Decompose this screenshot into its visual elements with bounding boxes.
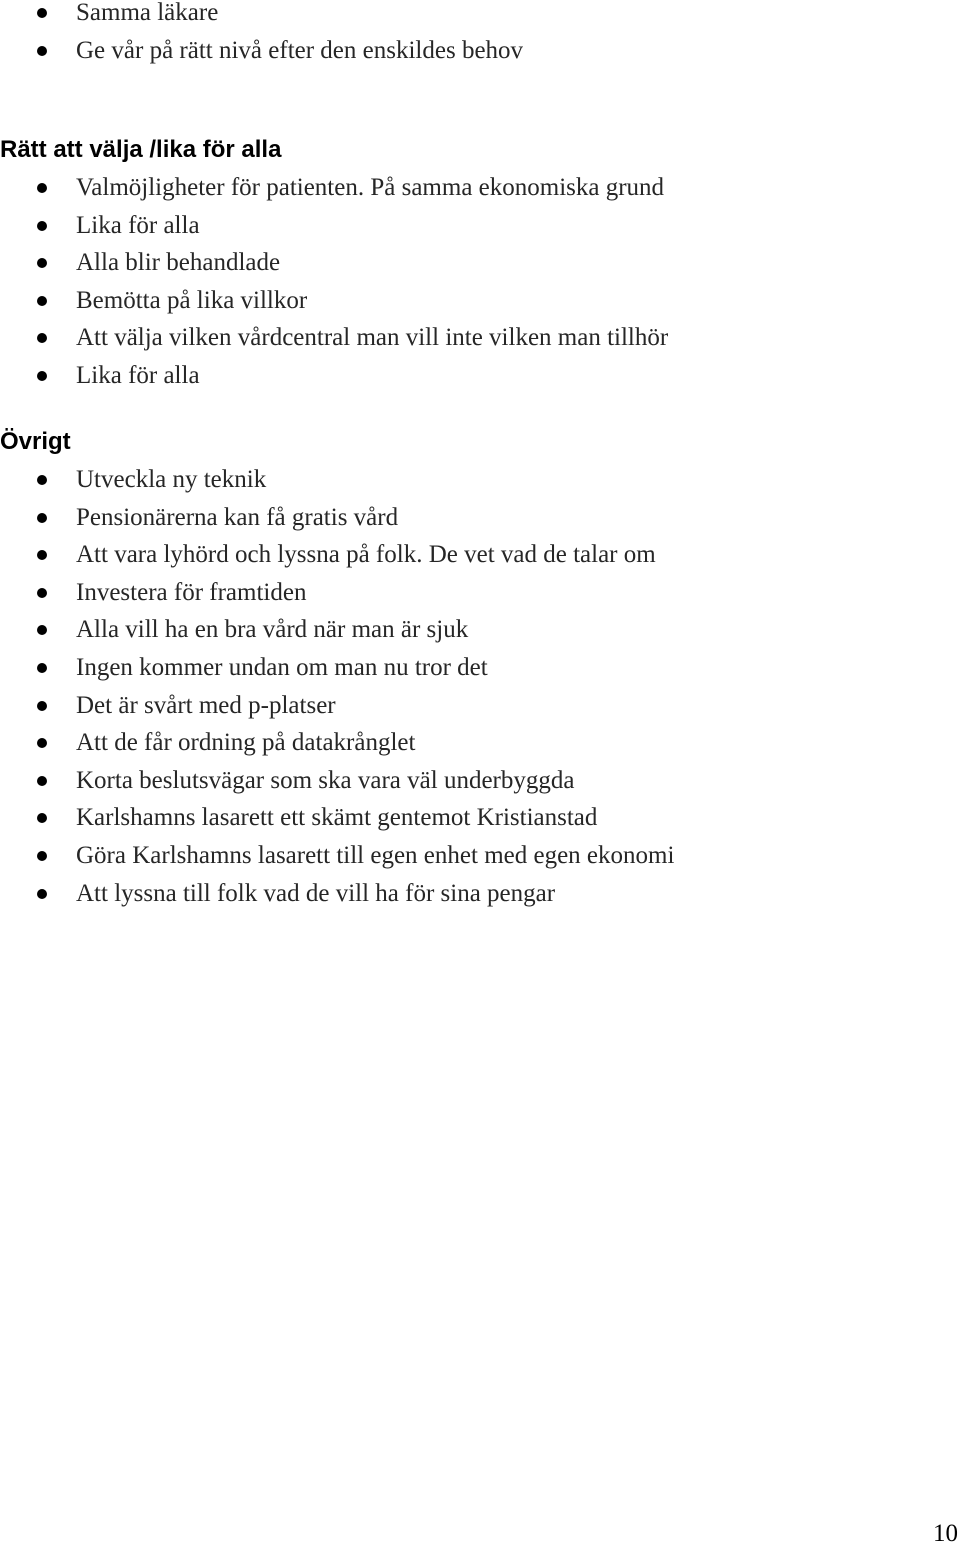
bullet-list-needs xyxy=(0,0,940,69)
bullet-icon xyxy=(37,513,47,523)
bullet-icon xyxy=(37,371,47,381)
list-item-text: Samma läkare xyxy=(76,0,219,26)
list-item-text: Ge vår på rätt nivå efter den enskildes behov xyxy=(76,36,524,64)
bullet-icon xyxy=(37,813,47,823)
list-item xyxy=(0,169,940,207)
list-item-text: Lika för alla xyxy=(76,361,200,389)
section-heading-ovrigt: Övrigt xyxy=(0,428,71,455)
bullet-icon xyxy=(37,46,47,56)
list-item xyxy=(0,461,940,499)
list-item-text: Bemötta på lika villkor xyxy=(76,286,308,314)
list-item xyxy=(0,574,940,612)
list-item-text: Att vara lyhörd och lyssna på folk. De vet vad de talar om xyxy=(76,541,656,569)
list-item xyxy=(0,837,940,875)
list-item xyxy=(0,357,940,395)
list-item xyxy=(0,875,940,913)
bullet-icon xyxy=(37,588,47,598)
bullet-list-other xyxy=(0,461,940,912)
bullet-icon xyxy=(37,889,47,899)
list-item-text: Göra Karlshamns lasarett till egen enhet med egen ekonomi xyxy=(76,841,675,869)
list-item-text: Att lyssna till folk vad de vill ha för sina pengar xyxy=(76,879,556,907)
list-item-text: Det är svårt med p-platser xyxy=(76,691,336,719)
list-item-text: Att välja vilken vårdcentral man vill inte vilken man tillhör xyxy=(76,324,669,352)
bullet-icon xyxy=(37,475,47,485)
list-item-text: Lika för alla xyxy=(76,211,200,239)
list-item xyxy=(0,724,940,762)
bullet-icon xyxy=(37,296,47,306)
list-item xyxy=(0,687,940,725)
list-item xyxy=(0,611,940,649)
bullet-icon xyxy=(37,625,47,635)
bullet-icon xyxy=(37,333,47,343)
list-item-text: Karlshamns lasarett ett skämt gentemot Kristianstad xyxy=(76,804,598,832)
list-item xyxy=(0,499,940,537)
section-heading-ratt-att-valja: Rätt att välja /lika för alla xyxy=(0,136,282,163)
bullet-icon xyxy=(37,183,47,193)
bullet-icon xyxy=(37,701,47,711)
list-item xyxy=(0,536,940,574)
list-item xyxy=(0,799,940,837)
list-item xyxy=(0,32,940,70)
list-item xyxy=(0,244,940,282)
page-number: 10 xyxy=(933,1520,958,1547)
list-item-text: Alla blir behandlade xyxy=(76,249,281,277)
list-item-text: Ingen kommer undan om man nu tror det xyxy=(76,653,488,681)
list-item-text: Korta beslutsvägar som ska vara väl underbyggda xyxy=(76,766,575,794)
list-item xyxy=(0,282,940,320)
bullet-icon xyxy=(37,8,47,18)
bullet-icon xyxy=(37,550,47,560)
list-item-text: Alla vill ha en bra vård när man är sjuk xyxy=(76,616,469,644)
bullet-icon xyxy=(37,221,47,231)
list-item-text: Pensionärerna kan få gratis vård xyxy=(76,503,399,531)
bullet-icon xyxy=(37,663,47,673)
list-item xyxy=(0,762,940,800)
list-item xyxy=(0,207,940,245)
list-item-text: Utveckla ny teknik xyxy=(76,466,267,493)
bullet-icon xyxy=(37,776,47,786)
list-item xyxy=(0,649,940,687)
list-item-text: Valmöjligheter för patienten. På samma ekonomiska grund xyxy=(76,174,665,201)
list-item xyxy=(0,319,940,357)
list-item xyxy=(0,0,940,32)
bullet-icon xyxy=(37,258,47,268)
bullet-list-choice xyxy=(0,169,940,395)
list-item-text: Att de får ordning på datakrånglet xyxy=(76,729,416,757)
bullet-icon xyxy=(37,738,47,748)
list-item-text: Investera för framtiden xyxy=(76,578,307,606)
bullet-icon xyxy=(37,851,47,861)
